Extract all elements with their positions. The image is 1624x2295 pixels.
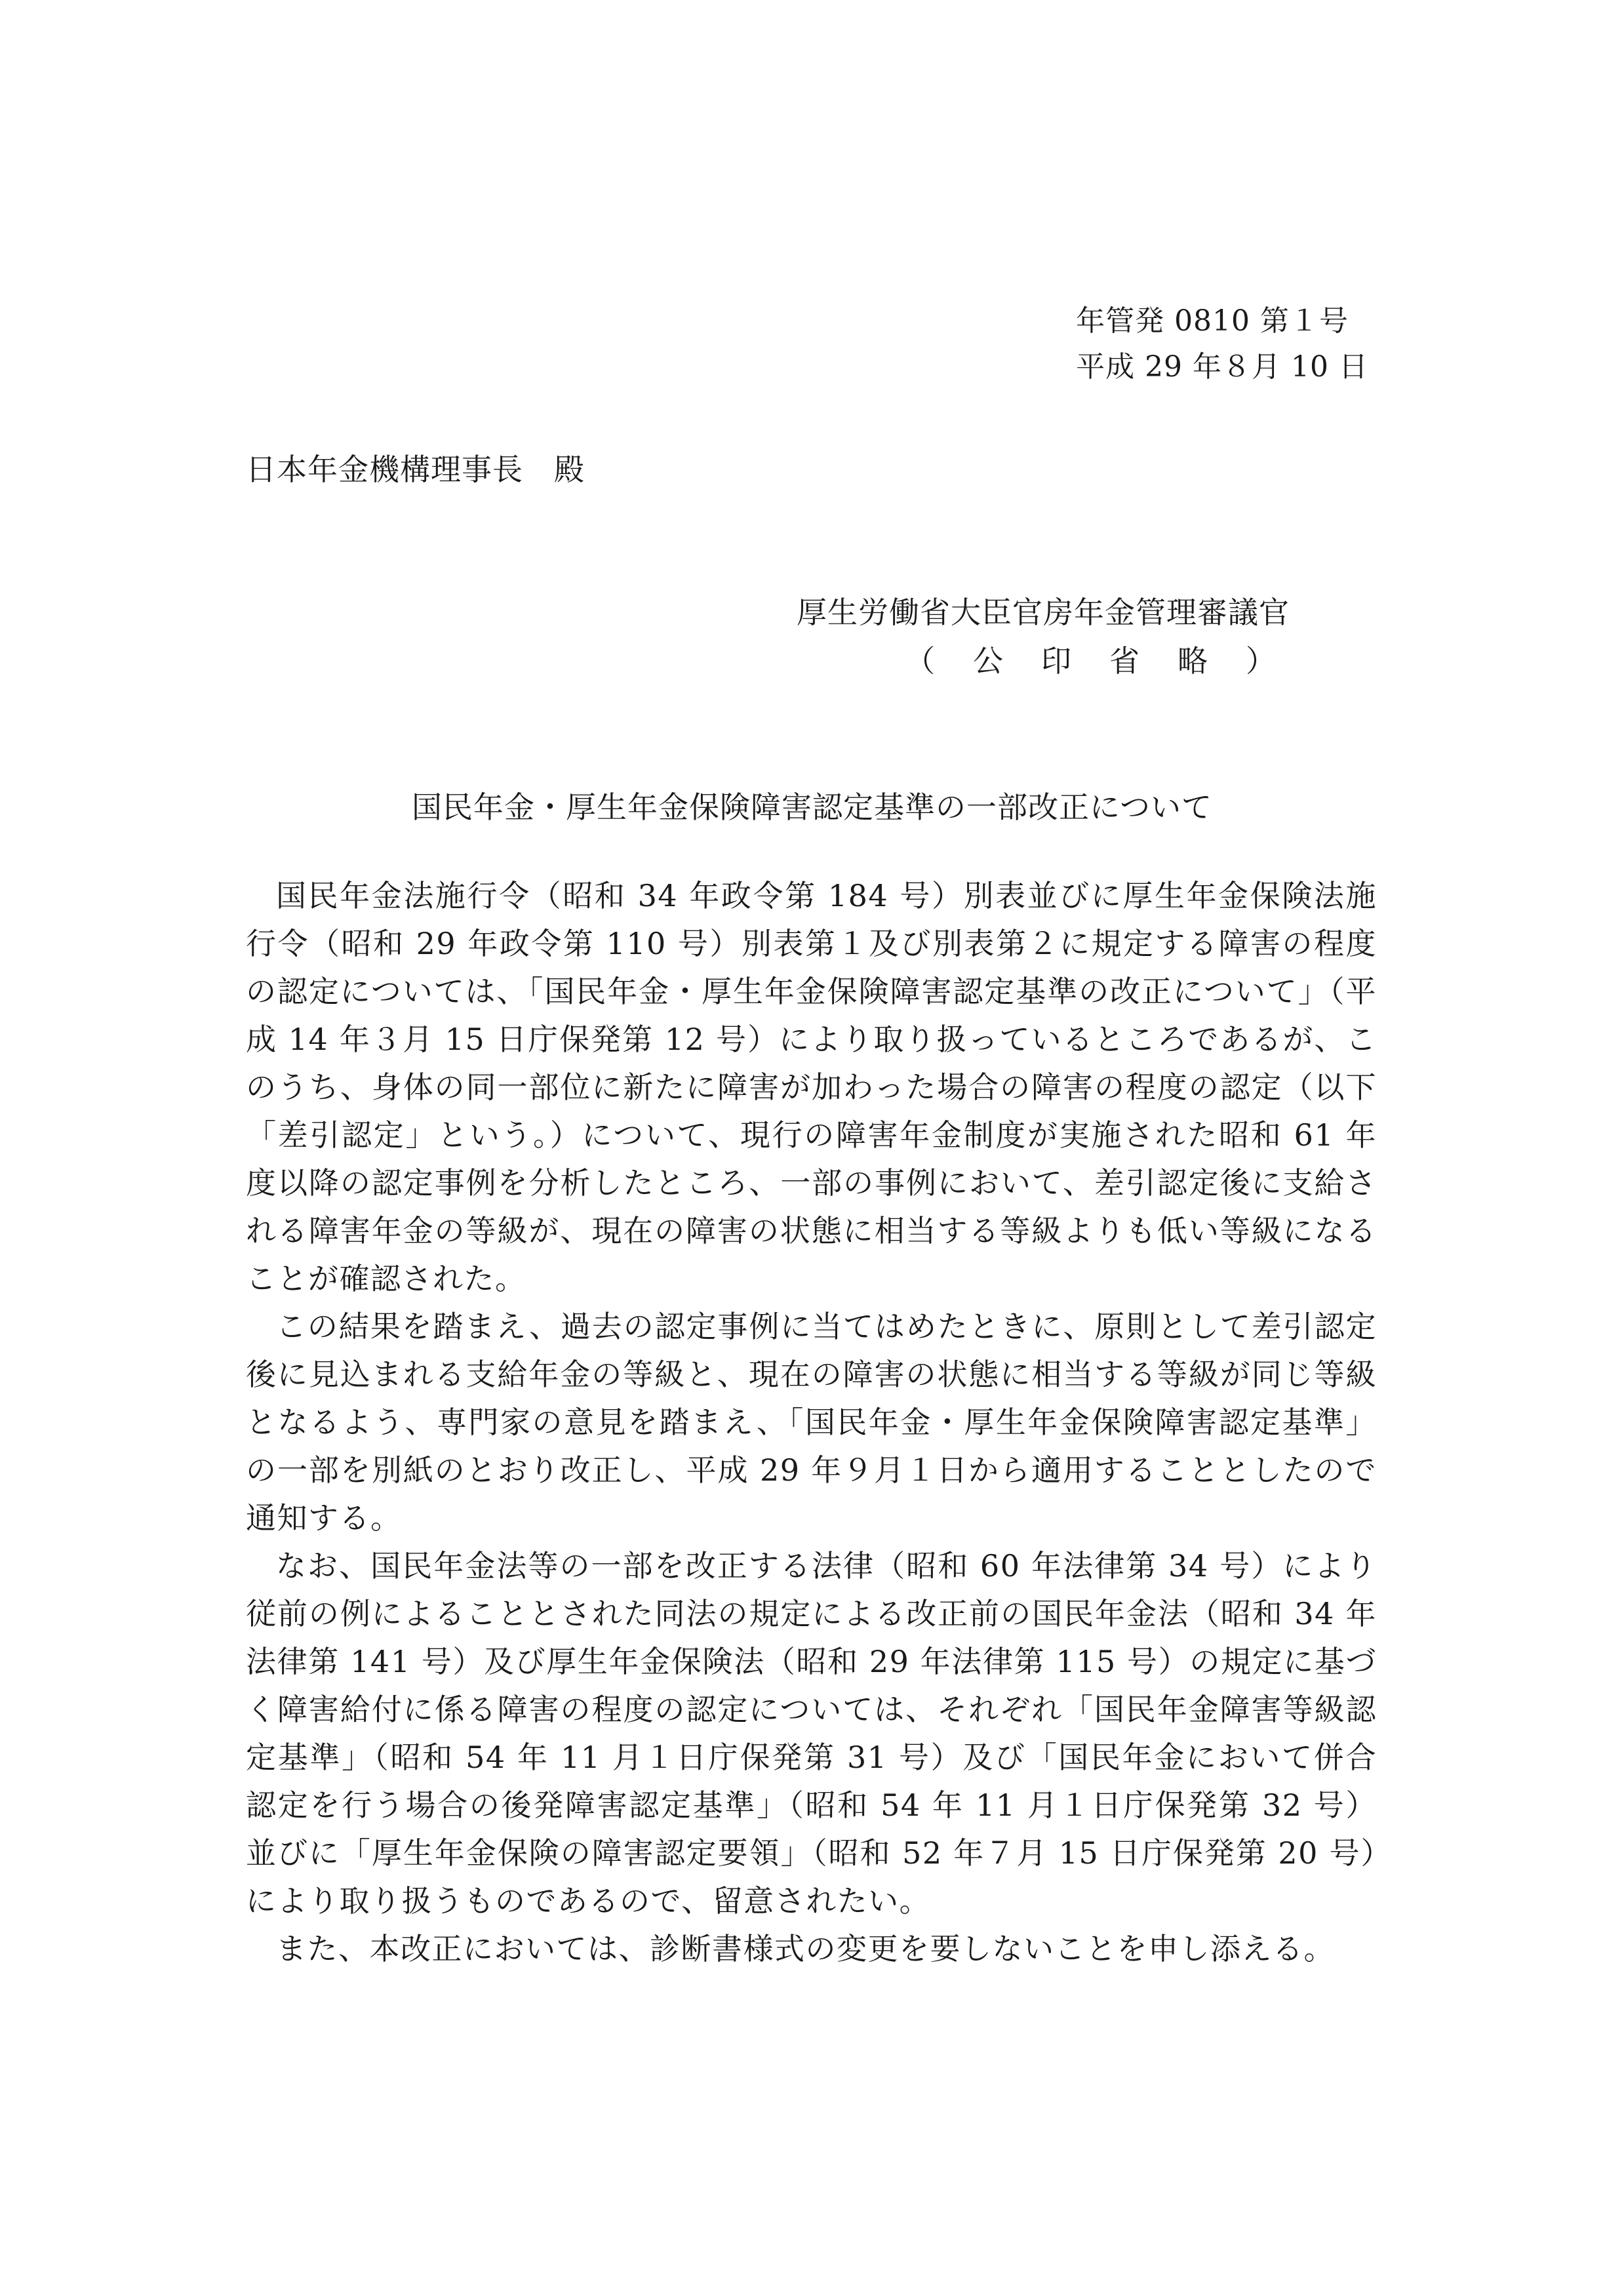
body-paragraph: また、本改正においては、診断書様式の変更を要しないことを申し添える。 bbox=[276, 1931, 1335, 1966]
body-paragraph: 国民年金法施行令（昭和 34 年政令第 184 号）別表並びに厚生年金保険法施行令（昭和 29 年政令第 110 号）別表第１及び別表第２に規定する障害の程度の認定については、「国民年金・厚生年金保険障害認定基準の改正について」（平成 14 年３月 15 日庁保発第 12 号）により取り扱っているところであるが、このうち、身体の同一部位に新たに障害が加わった場合の障害の程度の認定（以下「差引認定」という。）について、現行の障害年金制度が実施された昭和 61 年度以降の認定事例を分析したところ、一部の事例において、差引認定後に支給される障害年金の等級が、現在の障害の状態に相当する等級よりも低い等級になることが確認された。 bbox=[246, 878, 1377, 1296]
sender-name: 厚生労働省大臣官房年金管理審議官 bbox=[797, 595, 1290, 630]
seal-omitted-note: （公印省略） bbox=[905, 643, 1314, 679]
addressee: 日本年金機構理事長 殿 bbox=[246, 452, 585, 487]
reference-number: 年管発 0810 第１号 bbox=[1076, 304, 1349, 338]
issue-date: 平成 29 年８月 10 日 bbox=[1076, 350, 1368, 384]
body-paragraph: この結果を踏まえ、過去の認定事例に当てはめたときに、原則として差引認定後に見込まれる支給年金の等級と、現在の障害の状態に相当する等級が同じ等級となるよう、専門家の意見を踏まえ、「国民年金・厚生年金保険障害認定基準」の一部を別紙のとおり改正し、平成 29 年９月１日から適用することとしたので通知する。 bbox=[246, 1309, 1377, 1536]
reference-block bbox=[1076, 298, 1368, 390]
document-title: 国民年金・厚生年金保険障害認定基準の一部改正について bbox=[411, 789, 1213, 825]
document-body bbox=[246, 872, 1377, 1973]
body-paragraph: なお、国民年金法等の一部を改正する法律（昭和 60 年法律第 34 号）により従前の例によることとされた同法の規定による改正前の国民年金法（昭和 34 年法律第 141 号）及び厚生年金保険法（昭和 29 年法律第 115 号）の規定に基づく障害給付に係る障害の程度の認定については、それぞれ「国民年金障害等級認定基準」（昭和 54 年 11 月１日庁保発第 31 号）及び「国民年金において併合認定を行う場合の後発障害認定基準」（昭和 54 年 11 月１日庁保発第 32 号）並びに「厚生年金保険の障害認定要領」（昭和 52 年７月 15 日庁保発第 20 号）により取り扱うものであるので、留意されたい。 bbox=[246, 1548, 1377, 1919]
